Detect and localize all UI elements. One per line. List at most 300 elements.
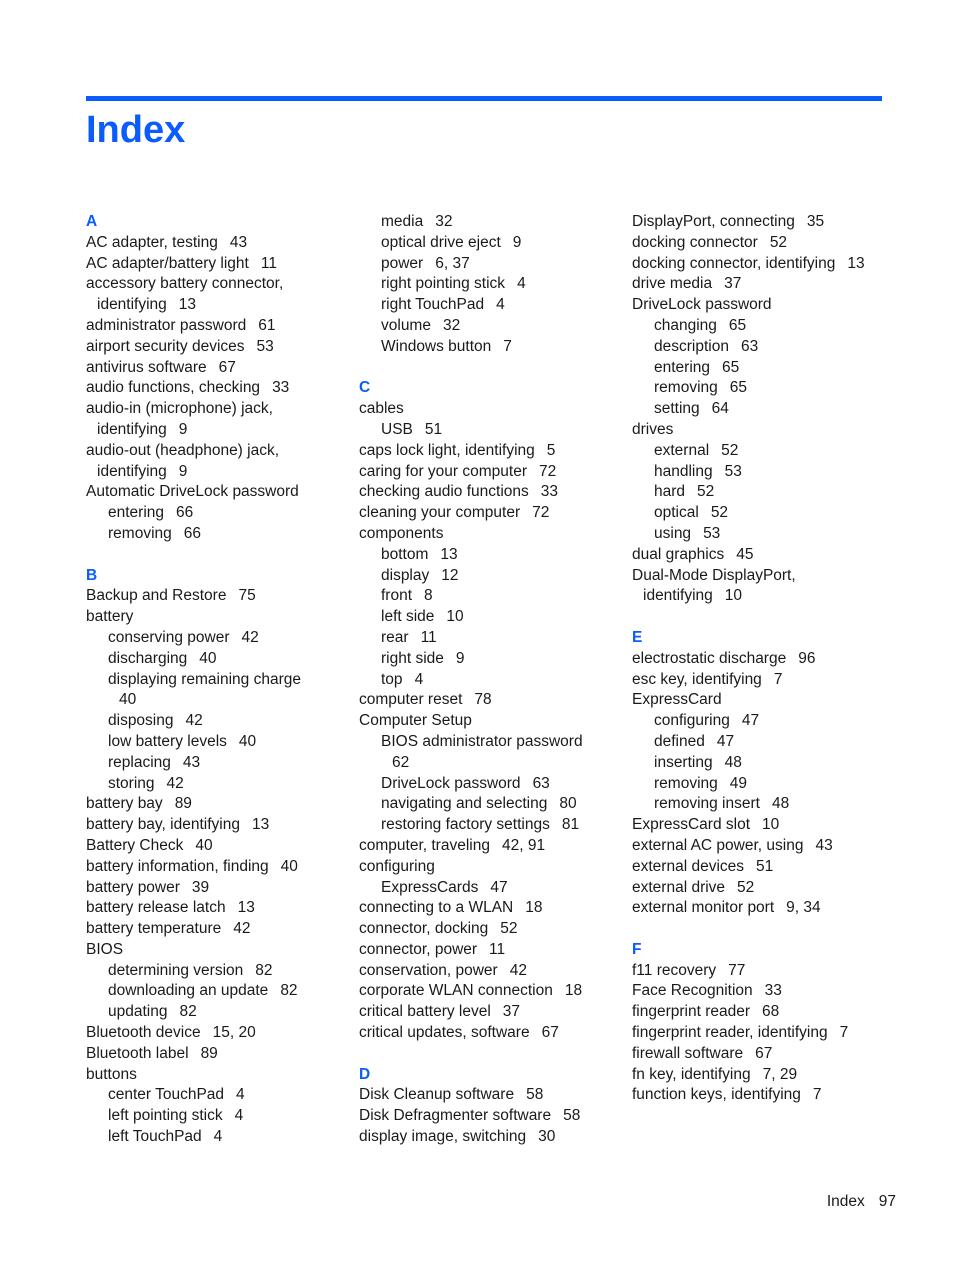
index-subentry xyxy=(359,545,609,566)
index-subentry xyxy=(86,1085,326,1106)
entry-page-reference[interactable]: 4 xyxy=(517,275,526,293)
entry-term: battery bay xyxy=(86,795,163,813)
entry-page-reference[interactable]: 18 xyxy=(564,982,583,1000)
index-subentry xyxy=(632,399,892,420)
section-gap xyxy=(632,919,892,940)
entry-page-reference[interactable]: 42 xyxy=(241,628,259,646)
entry-term: determining version xyxy=(108,961,244,979)
entry-term: critical updates, software xyxy=(359,1024,530,1042)
entry-page-reference[interactable]: 7 xyxy=(812,1086,822,1104)
entry-term: caring for your computer xyxy=(359,462,527,480)
entry-term: navigating and selecting xyxy=(381,795,548,813)
entry-term: battery power xyxy=(86,878,180,896)
entry-page-reference[interactable]: 42 xyxy=(509,961,527,979)
index-entry xyxy=(86,254,326,275)
entry-term: configuring xyxy=(654,712,730,730)
index-subentry xyxy=(632,774,892,795)
index-column-1 xyxy=(86,212,326,1148)
index-subentry xyxy=(632,711,892,732)
index-entry xyxy=(632,566,892,587)
entry-term: battery xyxy=(86,608,134,626)
index-subentry xyxy=(359,566,609,587)
entry-page-reference[interactable]: 9 xyxy=(512,233,522,251)
index-subentry xyxy=(632,441,892,462)
entry-page-reference[interactable]: 5 xyxy=(546,441,556,459)
entry-term: entering xyxy=(108,504,165,522)
entry-term: f11 recovery xyxy=(632,961,717,979)
index-entry xyxy=(86,607,326,628)
index-subentry xyxy=(359,316,609,337)
entry-page-reference[interactable]: 72 xyxy=(539,462,557,480)
entry-term: entering xyxy=(654,358,711,376)
index-entry xyxy=(632,857,892,878)
entry-term: replacing xyxy=(108,753,171,771)
entry-page-reference[interactable]: 9 xyxy=(455,649,465,667)
entry-page-reference[interactable]: 7 xyxy=(773,670,783,688)
entry-page-reference[interactable]: 40 xyxy=(199,649,217,667)
index-entry xyxy=(632,545,892,566)
entry-page-reference[interactable]: 11 xyxy=(260,254,277,272)
index-subentry xyxy=(632,524,892,545)
entry-page-reference[interactable]: 67 xyxy=(541,1024,559,1042)
entry-page-reference[interactable]: 7 xyxy=(839,1024,849,1042)
index-subentry xyxy=(86,1106,326,1127)
index-subentry xyxy=(632,794,892,815)
entry-term: critical battery level xyxy=(359,1003,491,1021)
index-entry xyxy=(632,649,892,670)
index-column-3 xyxy=(632,212,892,1106)
index-entry xyxy=(86,1044,326,1065)
entry-term: buttons xyxy=(86,1065,137,1083)
entry-page-reference[interactable]: 67 xyxy=(755,1044,773,1062)
index-entry xyxy=(359,690,609,711)
entry-term: updating xyxy=(108,1003,168,1021)
entry-page-reference[interactable]: 43 xyxy=(182,753,201,771)
index-letter-heading: C xyxy=(359,379,371,397)
index-letter-heading: E xyxy=(632,628,643,646)
entry-page-reference[interactable]: 9 xyxy=(178,462,188,480)
entry-term: Backup and Restore xyxy=(86,587,227,605)
entry-page-reference[interactable]: 40 xyxy=(238,732,257,750)
entry-page-reference[interactable]: 89 xyxy=(200,1044,218,1062)
entry-term: discharging xyxy=(108,649,188,667)
index-entry xyxy=(632,1023,892,1044)
entry-term: BIOS administrator password xyxy=(381,732,583,750)
entry-term: defined xyxy=(654,732,705,750)
entry-term: hard xyxy=(654,483,686,501)
entry-term: media xyxy=(381,213,424,230)
entry-term: battery bay, identifying xyxy=(86,816,240,834)
entry-page-reference[interactable]: 80 xyxy=(559,795,577,813)
entry-page-reference[interactable]: 35 xyxy=(806,213,825,230)
entry-page-reference[interactable]: 77 xyxy=(728,961,746,979)
entry-page-reference[interactable]: 33 xyxy=(764,982,782,1000)
entry-term: identifying xyxy=(97,296,167,314)
index-subentry xyxy=(86,628,326,649)
index-entry-continuation xyxy=(632,586,892,607)
entry-page-reference[interactable]: 32 xyxy=(442,316,461,334)
entry-term: 40 xyxy=(119,691,137,709)
entry-page-reference[interactable]: 4 xyxy=(236,1086,245,1104)
entry-term: ExpressCard slot xyxy=(632,816,751,834)
entry-term: top xyxy=(381,670,403,688)
entry-term: components xyxy=(359,524,444,542)
entry-term: computer reset xyxy=(359,691,463,709)
entry-page-reference[interactable]: 65 xyxy=(728,316,747,334)
entry-term: identifying xyxy=(97,462,167,480)
index-subentry xyxy=(359,586,609,607)
entry-page-reference[interactable]: 4 xyxy=(414,670,424,688)
index-subentry xyxy=(86,732,326,753)
entry-page-reference[interactable]: 4 xyxy=(213,1128,223,1146)
index-subentry xyxy=(359,815,609,836)
index-subentry xyxy=(86,670,326,691)
entry-page-reference[interactable]: 63 xyxy=(740,337,759,355)
entry-page-reference[interactable]: 11 xyxy=(420,628,437,646)
index-column-2 xyxy=(359,212,609,1148)
entry-term: drives xyxy=(632,420,674,438)
entry-page-reference[interactable]: 65 xyxy=(729,379,747,397)
entry-page-reference[interactable]: 13 xyxy=(440,545,458,563)
entry-page-reference[interactable]: 67 xyxy=(218,358,236,376)
index-subentry xyxy=(86,981,326,1002)
entry-term: battery information, finding xyxy=(86,857,269,875)
entry-page-reference[interactable]: 37 xyxy=(724,275,742,293)
entry-page-reference[interactable]: 13 xyxy=(178,296,197,314)
entry-term: computer, traveling xyxy=(359,836,490,854)
entry-page-reference[interactable]: 8 xyxy=(424,587,433,605)
entry-page-reference[interactable]: 7 xyxy=(503,337,512,355)
entry-page-reference[interactable]: 51 xyxy=(756,857,774,875)
entry-page-reference[interactable]: 40 xyxy=(280,857,298,875)
entry-page-reference[interactable]: 53 xyxy=(256,337,274,355)
entry-term: airport security devices xyxy=(86,337,245,355)
entry-term: Face Recognition xyxy=(632,982,753,1000)
entry-page-reference[interactable]: 66 xyxy=(183,524,201,542)
index-subentry xyxy=(359,732,609,753)
entry-term: right pointing stick xyxy=(381,275,506,293)
index-entry xyxy=(632,898,892,919)
entry-page-reference[interactable]: 6, 37 xyxy=(435,254,470,272)
header-rule xyxy=(86,96,882,101)
index-subentry xyxy=(632,358,892,379)
entry-page-reference[interactable]: 42, 91 xyxy=(501,836,546,854)
entry-page-reference[interactable]: 82 xyxy=(280,982,298,1000)
index-entry xyxy=(359,940,609,961)
entry-term: esc key, identifying xyxy=(632,670,762,688)
index-entry xyxy=(359,981,609,1002)
entry-page-reference[interactable]: 10 xyxy=(724,587,743,605)
entry-term: fn key, identifying xyxy=(632,1065,751,1083)
index-entry xyxy=(359,482,609,503)
entry-page-reference[interactable]: 33 xyxy=(272,379,290,397)
index-subentry xyxy=(632,482,892,503)
entry-term: connector, docking xyxy=(359,920,489,938)
entry-term: connecting to a WLAN xyxy=(359,899,514,917)
entry-term: firewall software xyxy=(632,1044,744,1062)
entry-page-reference[interactable]: 40 xyxy=(195,836,213,854)
entry-page-reference[interactable]: 64 xyxy=(711,400,729,418)
entry-page-reference[interactable]: 10 xyxy=(446,608,464,626)
index-entry xyxy=(359,919,609,940)
index-entry xyxy=(632,1085,892,1106)
entry-page-reference[interactable]: 52 xyxy=(500,920,518,938)
entry-page-reference[interactable]: 89 xyxy=(174,795,192,813)
entry-page-reference[interactable]: 13 xyxy=(251,816,270,834)
entry-page-reference[interactable]: 42 xyxy=(185,712,203,730)
entry-page-reference[interactable]: 45 xyxy=(736,545,754,563)
index-letter-heading: B xyxy=(86,566,98,584)
entry-page-reference[interactable]: 15, 20 xyxy=(212,1024,256,1042)
entry-term: left pointing stick xyxy=(108,1107,223,1125)
entry-page-reference[interactable]: 13 xyxy=(847,254,865,272)
entry-term: cleaning your computer xyxy=(359,504,521,522)
index-entry xyxy=(359,898,609,919)
entry-page-reference[interactable]: 7, 29 xyxy=(762,1065,798,1083)
entry-term: cables xyxy=(359,400,404,418)
index-subentry xyxy=(86,1002,326,1023)
index-entry xyxy=(86,815,326,836)
entry-term: Dual-Mode DisplayPort, xyxy=(632,566,796,584)
entry-term: drive media xyxy=(632,275,713,293)
entry-term: external xyxy=(654,441,710,459)
index-subentry xyxy=(359,295,609,316)
index-subentry xyxy=(632,316,892,337)
index-entry xyxy=(359,462,609,483)
index-entry xyxy=(86,586,326,607)
index-entry xyxy=(86,919,326,940)
index-subentry xyxy=(359,337,609,358)
index-entry xyxy=(632,690,892,711)
entry-term: DisplayPort, connecting xyxy=(632,213,795,230)
entry-term: AC adapter, testing xyxy=(86,233,218,251)
index-entry xyxy=(632,1044,892,1065)
entry-page-reference[interactable]: 82 xyxy=(179,1003,197,1021)
entry-page-reference[interactable]: 13 xyxy=(237,899,255,917)
entry-page-reference[interactable]: 63 xyxy=(532,774,550,792)
entry-term: downloading an update xyxy=(108,982,269,1000)
entry-term: using xyxy=(654,524,692,542)
entry-page-reference[interactable]: 42 xyxy=(233,920,251,938)
entry-term: front xyxy=(381,587,413,605)
entry-term: identifying xyxy=(643,587,713,605)
index-entry xyxy=(86,940,326,961)
entry-page-reference[interactable]: 65 xyxy=(722,358,740,376)
entry-page-reference[interactable]: 12 xyxy=(441,566,459,584)
entry-page-reference[interactable]: 58 xyxy=(526,1086,544,1104)
index-subentry xyxy=(632,732,892,753)
index-entry xyxy=(632,981,892,1002)
index-entry xyxy=(632,670,892,691)
entry-page-reference[interactable]: 78 xyxy=(474,691,492,709)
entry-term: handling xyxy=(654,462,713,480)
entry-term: electrostatic discharge xyxy=(632,649,787,667)
entry-term: fingerprint reader xyxy=(632,1003,751,1021)
index-subentry xyxy=(359,607,609,628)
index-entry xyxy=(86,233,326,254)
entry-page-reference[interactable]: 66 xyxy=(176,504,194,522)
entry-page-reference[interactable]: 53 xyxy=(703,524,721,542)
entry-page-reference[interactable]: 68 xyxy=(762,1003,780,1021)
entry-page-reference[interactable]: 4 xyxy=(234,1107,244,1125)
entry-page-reference[interactable]: 18 xyxy=(525,899,543,917)
index-entry xyxy=(359,503,609,524)
entry-term: external devices xyxy=(632,857,745,875)
entry-page-reference[interactable]: 47 xyxy=(741,712,760,730)
entry-page-reference[interactable]: 48 xyxy=(724,753,742,771)
entry-term: removing xyxy=(654,379,718,397)
entry-page-reference[interactable]: 52 xyxy=(697,483,715,501)
entry-term: function keys, identifying xyxy=(632,1086,801,1104)
entry-page-reference[interactable]: 9 xyxy=(178,420,188,438)
entry-term: disposing xyxy=(108,712,174,730)
section-gap xyxy=(359,358,609,379)
entry-term: caps lock light, identifying xyxy=(359,441,535,459)
entry-page-reference[interactable]: 49 xyxy=(729,774,747,792)
entry-page-reference[interactable]: 4 xyxy=(496,296,505,314)
entry-page-reference[interactable]: 58 xyxy=(563,1107,581,1125)
entry-term: audio functions, checking xyxy=(86,379,261,397)
index-subentry xyxy=(86,711,326,732)
entry-term: display xyxy=(381,566,430,584)
entry-term: identifying xyxy=(97,420,167,438)
index-entry xyxy=(86,794,326,815)
entry-term: low battery levels xyxy=(108,732,227,750)
index-entry xyxy=(359,961,609,982)
index-subentry xyxy=(359,274,609,295)
entry-page-reference[interactable]: 43 xyxy=(815,836,833,854)
entry-page-reference[interactable]: 9, 34 xyxy=(786,899,821,917)
entry-term: optical drive eject xyxy=(381,233,501,251)
entry-term: conserving power xyxy=(108,628,230,646)
index-entry xyxy=(86,441,326,462)
entry-term: optical xyxy=(654,504,699,522)
entry-page-reference[interactable]: 37 xyxy=(502,1003,521,1021)
entry-page-reference[interactable]: 96 xyxy=(798,649,816,667)
entry-term: displaying remaining charge xyxy=(108,670,302,688)
entry-term: BIOS xyxy=(86,940,124,958)
index-entry xyxy=(86,1023,326,1044)
entry-page-reference[interactable]: 61 xyxy=(258,316,276,334)
page-number: 97 xyxy=(878,1193,896,1210)
entry-term: antivirus software xyxy=(86,358,207,376)
index-entry xyxy=(86,878,326,899)
index-subentry xyxy=(632,462,892,483)
index-entry xyxy=(359,1106,609,1127)
entry-term: ExpressCard xyxy=(632,691,722,709)
entry-page-reference[interactable]: 39 xyxy=(191,878,210,896)
entry-term: Bluetooth device xyxy=(86,1024,201,1042)
index-subentry xyxy=(359,670,609,691)
index-entry-continuation xyxy=(86,295,326,316)
index-entry xyxy=(359,836,609,857)
entry-page-reference[interactable]: 33 xyxy=(540,483,559,501)
entry-page-reference[interactable]: 43 xyxy=(229,233,248,251)
entry-term: rear xyxy=(381,628,409,646)
index-entry xyxy=(632,1065,892,1086)
index-subentry xyxy=(359,254,609,275)
entry-page-reference[interactable]: 10 xyxy=(762,816,780,834)
entry-page-reference[interactable]: 32 xyxy=(435,213,453,230)
index-subentry xyxy=(86,649,326,670)
entry-term: description xyxy=(654,337,729,355)
entry-term: dual graphics xyxy=(632,545,725,563)
index-letter-heading: D xyxy=(359,1065,371,1083)
entry-term: connector, power xyxy=(359,940,478,958)
entry-page-reference[interactable]: 81 xyxy=(561,816,580,834)
entry-page-reference[interactable]: 82 xyxy=(255,961,273,979)
entry-page-reference[interactable]: 52 xyxy=(721,441,739,459)
entry-term: administrator password xyxy=(86,316,247,334)
index-entry xyxy=(632,233,892,254)
entry-page-reference[interactable]: 53 xyxy=(724,462,742,480)
index-subentry xyxy=(86,753,326,774)
entry-page-reference[interactable]: 52 xyxy=(710,504,729,522)
index-entry xyxy=(359,1085,609,1106)
entry-page-reference[interactable]: 47 xyxy=(716,732,735,750)
entry-page-reference[interactable]: 42 xyxy=(166,774,184,792)
entry-term: removing xyxy=(654,774,718,792)
entry-term: inserting xyxy=(654,753,713,771)
entry-page-reference[interactable]: 30 xyxy=(538,1128,556,1146)
entry-term: Bluetooth label xyxy=(86,1044,189,1062)
index-subentry xyxy=(632,337,892,358)
entry-page-reference[interactable]: 11 xyxy=(489,940,506,958)
entry-page-reference[interactable]: 52 xyxy=(769,233,788,251)
entry-term: setting xyxy=(654,400,700,418)
index-entry xyxy=(632,254,892,275)
entry-term: DriveLock password xyxy=(381,774,521,792)
entry-page-reference[interactable]: 48 xyxy=(771,795,790,813)
index-entry xyxy=(632,1002,892,1023)
entry-term: docking connector xyxy=(632,233,758,251)
index-entry xyxy=(359,711,609,732)
entry-term: external AC power, using xyxy=(632,836,804,854)
entry-term: power xyxy=(381,254,424,272)
entry-term: storing xyxy=(108,774,155,792)
index-entry xyxy=(86,274,326,295)
index-subentry xyxy=(359,628,609,649)
entry-term: checking audio functions xyxy=(359,483,529,501)
entry-term: battery release latch xyxy=(86,899,226,917)
entry-term: configuring xyxy=(359,857,435,875)
index-letter-heading: A xyxy=(86,213,98,230)
entry-term: right side xyxy=(381,649,444,667)
entry-page-reference[interactable]: 52 xyxy=(737,878,755,896)
page-footer xyxy=(827,1192,896,1212)
index-subentry xyxy=(86,524,326,545)
entry-term: changing xyxy=(654,316,717,334)
entry-term: 62 xyxy=(392,753,410,771)
entry-term: audio-out (headphone) jack, xyxy=(86,441,280,459)
entry-page-reference[interactable]: 72 xyxy=(532,504,550,522)
index-subentry xyxy=(359,420,609,441)
entry-page-reference[interactable]: 47 xyxy=(490,878,508,896)
entry-page-reference[interactable]: 75 xyxy=(238,587,256,605)
index-entry xyxy=(632,878,892,899)
entry-term: fingerprint reader, identifying xyxy=(632,1024,828,1042)
entry-term: USB xyxy=(381,420,413,438)
entry-term: conservation, power xyxy=(359,961,498,979)
entry-term: Automatic DriveLock password xyxy=(86,483,299,501)
index-entry xyxy=(632,274,892,295)
entry-page-reference[interactable]: 51 xyxy=(424,420,443,438)
entry-term: external monitor port xyxy=(632,899,775,917)
index-subentry xyxy=(359,233,609,254)
entry-term: corporate WLAN connection xyxy=(359,982,553,1000)
entry-term: docking connector, identifying xyxy=(632,254,836,272)
index-subentry xyxy=(632,753,892,774)
